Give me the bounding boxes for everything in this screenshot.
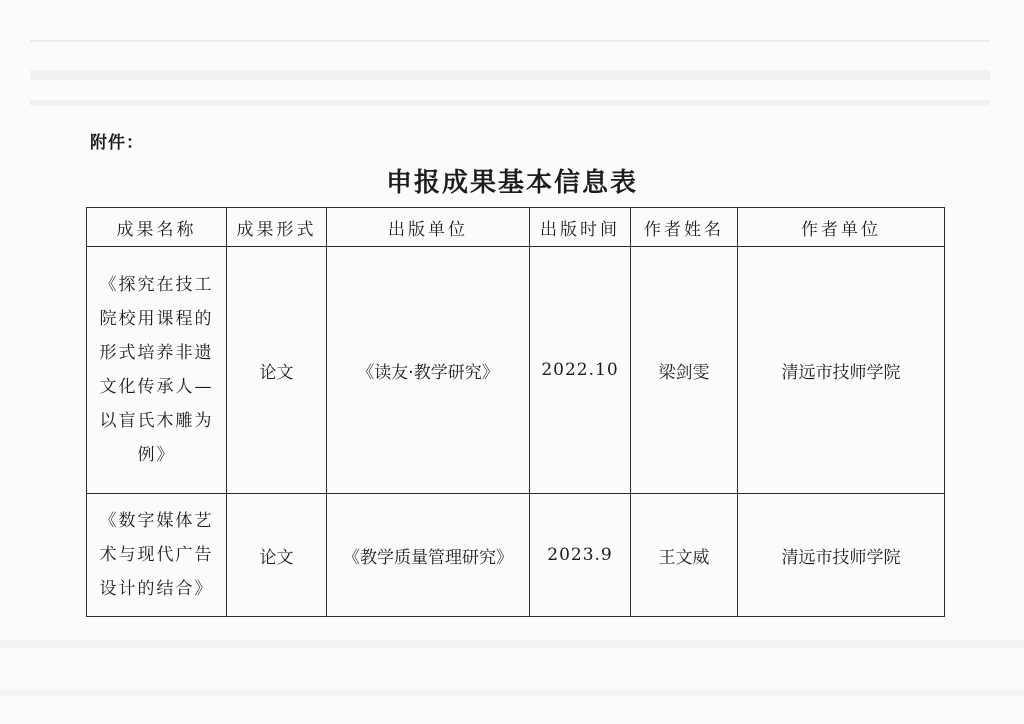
cell-name: 《数字媒体艺术与现代广告设计的结合》	[87, 494, 227, 617]
attachment-label: 附件：	[90, 133, 144, 153]
cell-form: 论文	[227, 247, 327, 494]
header-form: 成果形式	[227, 208, 327, 247]
cell-author: 梁剑雯	[631, 247, 738, 494]
cell-form: 论文	[227, 494, 327, 617]
table-header-row	[87, 208, 945, 247]
cell-author: 王文威	[631, 494, 738, 617]
header-name: 成果名称	[87, 208, 227, 247]
document-title: 申报成果基本信息表	[385, 168, 638, 198]
cell-publisher: 《读友·教学研究》	[327, 247, 530, 494]
cell-date: 2022.10	[530, 247, 631, 494]
cell-affiliation: 清远市技师学院	[738, 494, 945, 617]
table-row	[87, 247, 945, 494]
cell-date: 2023.9	[530, 494, 631, 617]
cell-publisher: 《教学质量管理研究》	[327, 494, 530, 617]
cell-name: 《探究在技工院校用课程的形式培养非遗文化传承人—以盲氏木雕为例》	[87, 247, 227, 494]
header-publisher: 出版单位	[327, 208, 530, 247]
table-row	[87, 494, 945, 617]
header-author: 作者姓名	[631, 208, 738, 247]
info-table	[86, 207, 945, 617]
header-affiliation: 作者单位	[738, 208, 945, 247]
header-date: 出版时间	[530, 208, 631, 247]
cell-affiliation: 清远市技师学院	[738, 247, 945, 494]
